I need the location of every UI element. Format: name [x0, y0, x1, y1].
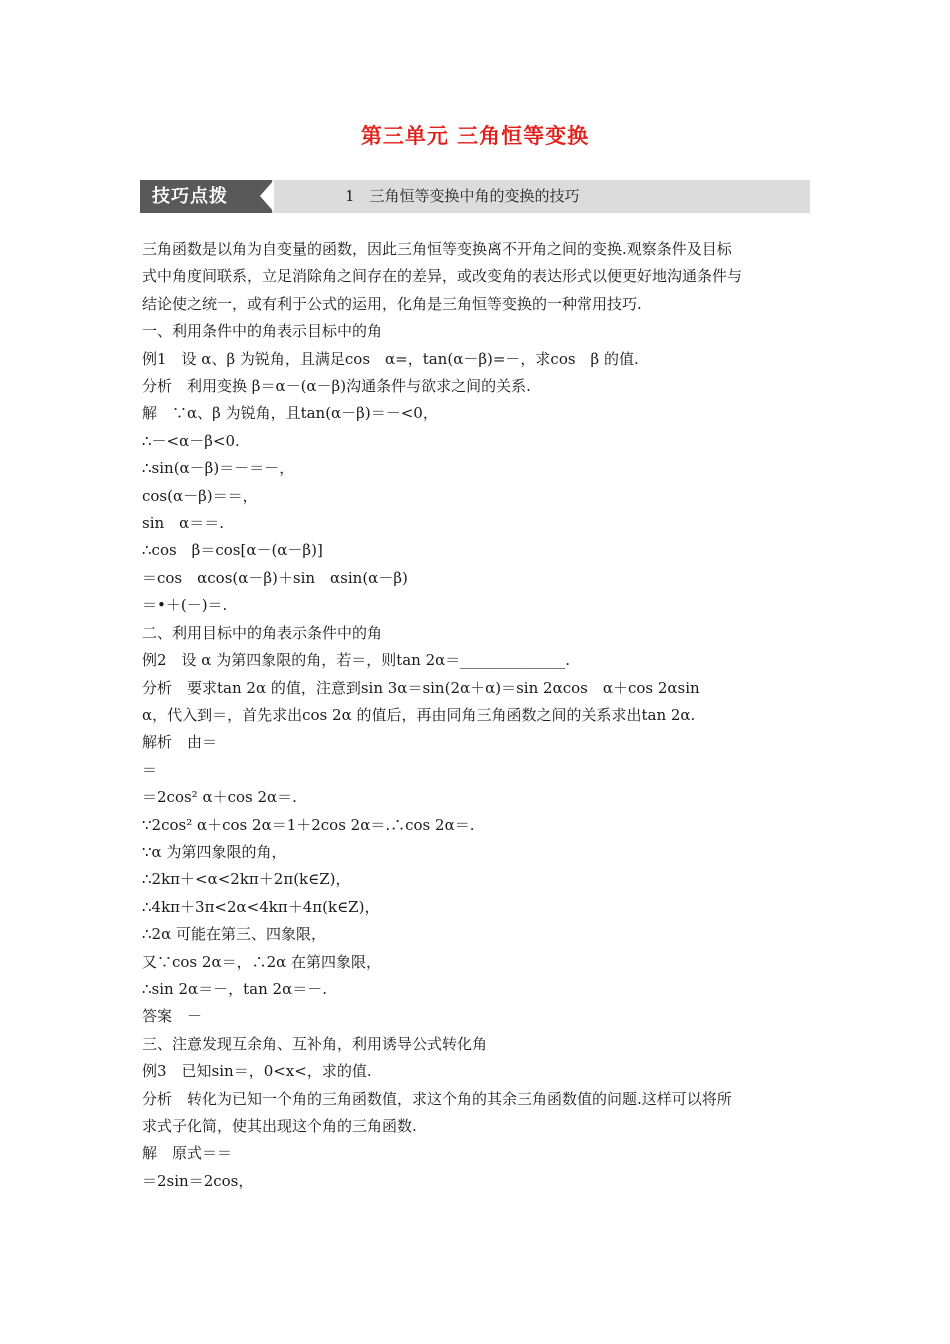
text-line: 式中角度间联系，立足消除角之间存在的差异，或改变角的表达形式以便更好地沟通条件与 — [142, 267, 743, 286]
banner-tag: 技巧点拨 — [140, 180, 272, 213]
section-banner — [140, 180, 810, 213]
example-line: 例1 设 α、β 为锐角，且满足cos α=，tan(α－β)=－，求cos β 的值. — [142, 349, 639, 368]
solution-line: ∴－<α－β<0. — [142, 431, 240, 450]
solution-line: ∴4kπ＋3π<2α<4kπ＋4π(k∈Z)， — [142, 897, 380, 916]
solution-line: sin α＝＝. — [142, 514, 225, 533]
heading-line: 二、利用目标中的角表示条件中的角 — [142, 623, 383, 642]
solution-line: 解 ∵α、β 为锐角，且tan(α－β)＝－<0， — [142, 404, 438, 423]
solution-line: ＝cos αcos(α－β)＋sin αsin(α－β) — [142, 568, 408, 587]
analysis-line: 分析 转化为已知一个角的三角函数值，求这个角的其余三角函数值的问题.这样可以将所 — [142, 1089, 732, 1108]
solution-line: cos(α－β)＝＝， — [142, 486, 258, 505]
document-body — [142, 236, 810, 1195]
solution-line: ∴sin 2α＝－，tan 2α＝－. — [142, 979, 327, 998]
analysis-line: 分析 要求tan 2α 的值，注意到sin 3α＝sin(2α＋α)＝sin 2αcos α＋cos 2αsin — [142, 678, 700, 697]
example-line: 例3 已知sin＝，0<x<，求的值. — [142, 1062, 372, 1081]
solution-line: 又∵cos 2α＝，∴2α 在第四象限， — [142, 952, 382, 971]
answer-line: 答案 － — [142, 1007, 203, 1026]
analysis-line: α，代入到＝，首先求出cos 2α 的值后，再由同角三角函数之间的关系求出tan 2α. — [142, 705, 696, 724]
solution-line: ∵α 为第四象限的角， — [142, 842, 287, 861]
solution-line: ＝2sin＝2cos， — [142, 1171, 254, 1190]
solution-line: ＝ — [142, 760, 158, 779]
heading-line: 三、注意发现互余角、互补角，利用诱导公式转化角 — [142, 1034, 488, 1053]
text-line: 三角函数是以角为自变量的函数，因此三角恒等变换离不开角之间的变换.观察条件及目标 — [142, 240, 732, 258]
solution-line: ∴2α 可能在第三、四象限， — [142, 925, 326, 944]
analysis-line: 分析 利用变换 β＝α－(α－β)沟通条件与欲求之间的关系. — [142, 377, 531, 396]
solution-line: ＝2cos² α＋cos 2α＝. — [142, 788, 297, 807]
page-title: 第三单元 三角恒等变换 — [360, 124, 590, 148]
solution-line: ＝•＋(－)＝. — [142, 596, 228, 615]
banner-section-title: 1 三角恒等变换中角的变换的技巧 — [345, 187, 580, 205]
banner-arrow-shape — [260, 180, 274, 212]
solution-line: ∵2cos² α＋cos 2α＝1＋2cos 2α＝.∴cos 2α＝. — [142, 815, 475, 834]
example-line: 例2 设 α 为第四象限的角，若＝，则tan 2α＝______________. — [142, 651, 571, 670]
heading-line: 一、利用条件中的角表示目标中的角 — [142, 322, 383, 341]
solution-line: 解析 由＝ — [142, 733, 218, 752]
text-line: 结论使之统一，或有利于公式的运用，化角是三角恒等变换的一种常用技巧. — [142, 294, 642, 313]
solution-line: 解 原式＝＝ — [142, 1144, 233, 1163]
solution-line: ∴cos β＝cos[α－(α－β)] — [142, 541, 323, 560]
analysis-line: 求式子化简，使其出现这个角的三角函数. — [142, 1117, 417, 1135]
solution-line: ∴sin(α－β)＝－＝－， — [142, 459, 295, 478]
solution-line: ∴2kπ＋<α<2kπ＋2π(k∈Z)， — [142, 870, 351, 889]
